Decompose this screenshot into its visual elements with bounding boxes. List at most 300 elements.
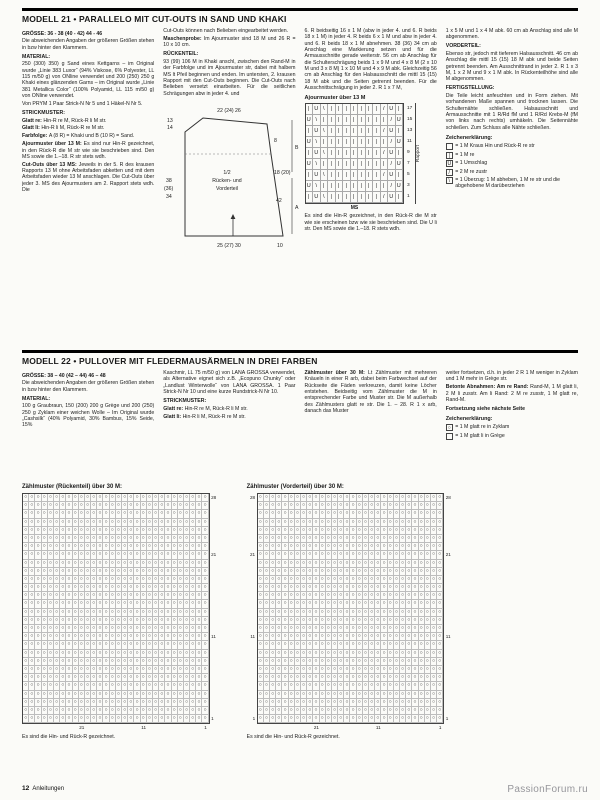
chart-cell: ○ [147,682,153,690]
chart-cell: ○ [313,650,319,658]
chart-cell: ○ [85,535,91,543]
chart-cell: ○ [42,699,48,707]
chart-cell: ○ [276,682,282,690]
chart-cell: ○ [159,543,165,551]
chart-cell: ○ [282,715,288,723]
chart-cell: ○ [184,494,190,502]
chart-cell: ○ [307,592,313,600]
legend-items [446,424,578,440]
ajour-row-number: 15 [407,117,413,123]
chart-cell: ○ [196,551,202,559]
chart-cell: ○ [270,633,276,641]
chart-cell: ○ [79,682,85,690]
chart-cell: ○ [165,650,171,658]
ajour-cell: | [358,170,366,181]
legend-symbol [446,143,453,150]
chart-cell: ○ [394,691,400,699]
chart-cell: ○ [60,666,66,674]
chart-cell: ○ [29,592,35,600]
chart-cell: ○ [54,682,60,690]
chart-cell: ○ [97,543,103,551]
chart-cell: ○ [282,691,288,699]
chart-cell: ○ [159,617,165,625]
chart-cell: ○ [276,715,282,723]
chart-cell: ○ [48,609,54,617]
chart-cell: ○ [85,510,91,518]
paragraph: 100 g Graubraun, 150 (200) 200 g Grège und 200 (250) 250 g Zyklam einer weichen Wolle – Im Original wurde „Cashsilk“ (40% Polyamid, 30% Bambus, 15% Seide, 15% [22,403,155,429]
chart-cell: ○ [178,502,184,510]
chart-cell: ○ [320,560,326,568]
chart-cell: ○ [79,674,85,682]
chart-title: Zählmuster (Rückenteil) über 30 M: [22,484,123,490]
chart-cell: ○ [270,691,276,699]
chart-cell: ○ [190,674,196,682]
chart-cell: ○ [344,658,350,666]
ajour-row-number: 5 [407,172,410,178]
chart-cell: ○ [258,576,264,584]
m21-column-4 [446,28,578,342]
chart-cell: ○ [159,551,165,559]
chart-cell: ○ [202,584,208,592]
chart-cell: ○ [326,576,332,584]
chart-cell: ○ [406,674,412,682]
chart-cell: ○ [128,707,134,715]
chart-cell: ○ [400,519,406,527]
chart-cell: ○ [264,510,270,518]
chart-cell: ○ [134,519,140,527]
chart-cell: ○ [153,519,159,527]
chart-cell: ○ [301,682,307,690]
chart-cell: ○ [258,494,264,502]
chart-cell: ○ [73,707,79,715]
ajour-cell: | [336,159,344,170]
chart-cell: ○ [431,658,437,666]
chart-cell: ○ [202,666,208,674]
chart-cell: ○ [159,641,165,649]
chart-cell: ○ [282,576,288,584]
chart-cell: ○ [307,650,313,658]
chart-cell: ○ [425,560,431,568]
chart-cell: ○ [97,527,103,535]
chart-cell: ○ [196,633,202,641]
chart-cell: ○ [116,707,122,715]
chart-cell: ○ [79,560,85,568]
part-label-1: 1/2 [223,169,231,176]
chart-cell: ○ [326,609,332,617]
chart-cell: ○ [437,519,443,527]
chart-cell: ○ [128,609,134,617]
chart-cell: ○ [431,617,437,625]
chart-cell: ○ [147,600,153,608]
chart-cell: ○ [326,584,332,592]
chart-cell: ○ [103,576,109,584]
chart-cell: ○ [190,609,196,617]
chart-cell: ○ [307,666,313,674]
legend-text: = 1 Umschlag [455,160,488,167]
chart-cell: ○ [202,551,208,559]
ms-label: MS [350,205,359,212]
chart-cell: ○ [153,527,159,535]
chart-cell: ○ [122,576,128,584]
chart-cell: ○ [196,625,202,633]
chart-cell: ○ [60,592,66,600]
ajour-row-number: 1 [407,194,410,200]
chart-cell: ○ [289,600,295,608]
chart-cell: ○ [326,502,332,510]
legend-text: = 1 M glatt li in Grège [455,432,505,439]
chart-cell: ○ [42,535,48,543]
chart-cell: ○ [141,658,147,666]
chart-cell: ○ [66,617,72,625]
chart-cell: ○ [91,502,97,510]
ajour-cell: | [336,170,344,181]
chart-cell: ○ [350,617,356,625]
chart-cell: ○ [66,568,72,576]
chart-cell: ○ [313,535,319,543]
chart-cell: ○ [313,674,319,682]
chart-cell: ○ [172,494,178,502]
chart-cell: ○ [73,584,79,592]
chart-cell: ○ [54,494,60,502]
chart-cell: ○ [42,510,48,518]
chart-cell: ○ [295,502,301,510]
chart-cell: ○ [122,699,128,707]
chart-cell: ○ [73,650,79,658]
chart-cell: ○ [172,625,178,633]
chart-cell: ○ [326,568,332,576]
chart-cell: ○ [264,551,270,559]
chart-cell: ○ [42,584,48,592]
chart-cell: ○ [147,707,153,715]
chart-cell: ○ [369,674,375,682]
chart-cell: ○ [258,527,264,535]
chart-cell: ○ [165,543,171,551]
chart-cell: ○ [350,551,356,559]
chart-cell: ○ [147,527,153,535]
chart-cell: ○ [202,641,208,649]
chart-cell: ○ [326,650,332,658]
chart-cell: ○ [326,519,332,527]
chart-cell: ○ [363,560,369,568]
ajour-cell: | [381,181,389,192]
chart-cell: ○ [141,584,147,592]
chart-cell: ○ [419,674,425,682]
chart-cell: ○ [332,584,338,592]
chart-cell: ○ [110,584,116,592]
legend-title: Zeichenerklärung: [445,135,493,142]
chart-cell: ○ [202,519,208,527]
chart-cell: ○ [369,584,375,592]
chart-cell: ○ [48,592,54,600]
chart-cell: ○ [141,682,147,690]
chart-cell: ○ [431,527,437,535]
chart-cell: ○ [85,707,91,715]
chart-cell: ○ [128,502,134,510]
chart-cell: ○ [66,658,72,666]
chart-cell: ○ [381,527,387,535]
chart-cell: ○ [406,609,412,617]
chart-cell: ○ [172,674,178,682]
chart-cell: ○ [60,617,66,625]
ajour-cell: / [388,115,396,126]
chart-cell: ○ [48,568,54,576]
chart-cell: ○ [66,576,72,584]
chart-cell: ○ [357,625,363,633]
chart-cell: ○ [97,666,103,674]
chart-cell: ○ [116,592,122,600]
chart-cell: ○ [400,568,406,576]
chart-cell: ○ [412,535,418,543]
chart-cell: ○ [73,560,79,568]
chart-cell: ○ [103,568,109,576]
chart-cell: ○ [313,666,319,674]
chart-cell: ○ [320,502,326,510]
chart-cell: ○ [147,502,153,510]
chart-cell: ○ [350,707,356,715]
chart-cell: ○ [73,568,79,576]
chart-cell: ○ [400,535,406,543]
chart-cell: ○ [350,527,356,535]
chart-cell: ○ [258,650,264,658]
chart-cell: ○ [196,658,202,666]
chart-cell: ○ [54,527,60,535]
chart-cell: ○ [332,641,338,649]
chart-cell: ○ [301,641,307,649]
chart-cell: ○ [165,609,171,617]
chart-cell: ○ [326,535,332,543]
chart-cell: ○ [357,535,363,543]
chart-cell: ○ [320,625,326,633]
m21-column-2 [163,28,299,342]
chart-cell: ○ [425,527,431,535]
chart-cell: ○ [165,658,171,666]
chart-cell: ○ [134,658,140,666]
chart-cell: ○ [412,576,418,584]
chart-cell: ○ [147,674,153,682]
chart-cell: ○ [48,691,54,699]
ajour-cell: | [328,192,336,203]
chart-cell: ○ [153,658,159,666]
chart-cell: ○ [97,682,103,690]
chart-cell: ○ [66,519,72,527]
chart-cell: ○ [307,691,313,699]
chart-cell: ○ [147,519,153,527]
chart-cell: ○ [338,543,344,551]
chart-cell: ○ [437,715,443,723]
chart-cell: ○ [406,715,412,723]
chart-cell: ○ [270,519,276,527]
chart-cell: ○ [338,576,344,584]
chart-row-numbers: 28 21 11 1 [445,495,451,722]
chart-cell: ○ [73,625,79,633]
chart-cell: ○ [350,502,356,510]
chart-cell: ○ [381,691,387,699]
chart-cell: ○ [29,502,35,510]
chart-cell: ○ [42,543,48,551]
ajour-cell: | [328,115,336,126]
chart-cell: ○ [412,641,418,649]
chart-cell: ○ [128,584,134,592]
chart-cell: ○ [431,494,437,502]
chart-cell: ○ [326,600,332,608]
chart-cell: ○ [73,715,79,723]
chart-cell: ○ [375,576,381,584]
chart-cell: ○ [357,592,363,600]
chart-cell: ○ [431,510,437,518]
chart-cell: ○ [91,617,97,625]
chart-cell: ○ [326,527,332,535]
paragraph: 250 (300) 350) g Sand eines Kettgarns – im Original wurde „Linie 383 Luxor“ (94% Viskose, 6% Polyester, LL 115 m/50 g) von ONline verwendet und 200 (250) 250 g Khaki eines glänzenden Garns – im Original wurde „Linie 381 Metallica Color“ (100% Polyamid, LL 115 m/50 g) von ONline verwendet. [22,61,155,100]
chart-cell: ○ [282,535,288,543]
chart-cell: ○ [332,527,338,535]
chart-cell: ○ [295,592,301,600]
chart-cell: ○ [388,625,394,633]
chart-cell: ○ [172,584,178,592]
chart-cell: ○ [103,707,109,715]
paragraph: Glatt li: Hin-R li M, Rück-R re M str. [163,413,246,420]
chart-cell: ○ [412,519,418,527]
chart-cell: ○ [73,674,79,682]
chart-cell: ○ [270,617,276,625]
chart-cell: ○ [412,543,418,551]
chart-cell: ○ [289,609,295,617]
chart-cell: ○ [23,494,29,502]
chart-cell: ○ [320,666,326,674]
chart-cell: ○ [116,650,122,658]
ajour-cell: | [396,126,404,137]
chart-cell: ○ [134,699,140,707]
chart-cell: ○ [332,699,338,707]
chart-cell: ○ [97,494,103,502]
chart-cell: ○ [326,625,332,633]
chart-cell: ○ [350,691,356,699]
chart-cell: ○ [153,584,159,592]
modell-21-section [22,8,578,342]
chart-cell: ○ [42,609,48,617]
chart-cell: ○ [375,641,381,649]
chart-cell: ○ [134,707,140,715]
chart-cell: ○ [147,699,153,707]
chart-cell: ○ [394,633,400,641]
chart-cell: ○ [369,535,375,543]
chart-cell: ○ [141,600,147,608]
chart-cell: ○ [85,715,91,723]
chart-cell: ○ [344,609,350,617]
chart-cell: ○ [375,715,381,723]
ajour-cell: | [336,192,344,203]
chart-cell: ○ [400,551,406,559]
chart-cell: ○ [295,584,301,592]
chart-cell: ○ [196,510,202,518]
chart-cell: ○ [29,674,35,682]
chart-cell: ○ [60,584,66,592]
chart-cell: ○ [66,592,72,600]
chart-cell: ○ [381,674,387,682]
chart-cell: ○ [363,535,369,543]
chart-cell: ○ [103,510,109,518]
ajour-cell: | [343,115,351,126]
chart-cell: ○ [79,510,85,518]
m21-column-3-text [305,28,437,91]
chart-cell: ○ [301,715,307,723]
chart-cell: ○ [23,592,29,600]
chart-cell: ○ [295,617,301,625]
chart-cell: ○ [66,633,72,641]
chart-cell: ○ [357,584,363,592]
m21-column-3 [305,28,437,342]
chart-cell: ○ [412,609,418,617]
chart-cell: ○ [66,609,72,617]
chart-cell: ○ [258,617,264,625]
chart-cell: ○ [400,674,406,682]
chart-cell: ○ [431,584,437,592]
chart-cell: ○ [29,519,35,527]
chart-cell: ○ [425,707,431,715]
chart-cell: ○ [110,625,116,633]
chart-cell: ○ [350,609,356,617]
chart-cell: ○ [172,633,178,641]
chart-cell: ○ [419,519,425,527]
chart-cell: ○ [437,625,443,633]
chart-row-numbers: 28 21 11 1 [250,495,256,722]
chart-cell: ○ [381,502,387,510]
chart-cell: ○ [258,699,264,707]
ajour-cell: / [388,159,396,170]
chart-cell: ○ [178,666,184,674]
chart-cell: ○ [301,658,307,666]
measure-left-1: 38 [166,177,173,184]
chart-cell: ○ [437,617,443,625]
chart-cell: ○ [190,519,196,527]
chart-cell: ○ [60,691,66,699]
ajour-row-number: 13 [407,128,413,134]
chart-cell: ○ [165,551,171,559]
chart-cell: ○ [338,707,344,715]
chart-cell: ○ [165,535,171,543]
chart-cell: ○ [375,609,381,617]
chart-cell: ○ [165,699,171,707]
chart-cell: ○ [332,617,338,625]
chart-cell: ○ [344,699,350,707]
chart-cell: ○ [264,666,270,674]
modell-21-header [22,8,578,24]
chart-cell: ○ [85,568,91,576]
chart-cell: ○ [369,576,375,584]
chart-cell: ○ [97,560,103,568]
chart-cell: ○ [178,674,184,682]
chart-cell: ○ [190,551,196,559]
chart-cell: ○ [363,625,369,633]
chart-cell: ○ [412,527,418,535]
ajour-cell: U [388,170,396,181]
chart-cell: ○ [363,682,369,690]
chart-column-numbers: 21 11 1 [313,725,442,731]
chart-cell: ○ [437,609,443,617]
chart-cell: ○ [97,568,103,576]
chart-cell: ○ [116,510,122,518]
chart-cell: ○ [381,609,387,617]
chart-cell: ○ [431,576,437,584]
chart-cell: ○ [91,609,97,617]
ajour-cell: | [366,126,374,137]
chart-cell: ○ [276,510,282,518]
chart-cell: ○ [264,682,270,690]
chart-cell: ○ [301,560,307,568]
chart-cell: ○ [103,535,109,543]
chart-cell: ○ [363,699,369,707]
chart-cell: ○ [73,576,79,584]
chart-cell: ○ [258,600,264,608]
